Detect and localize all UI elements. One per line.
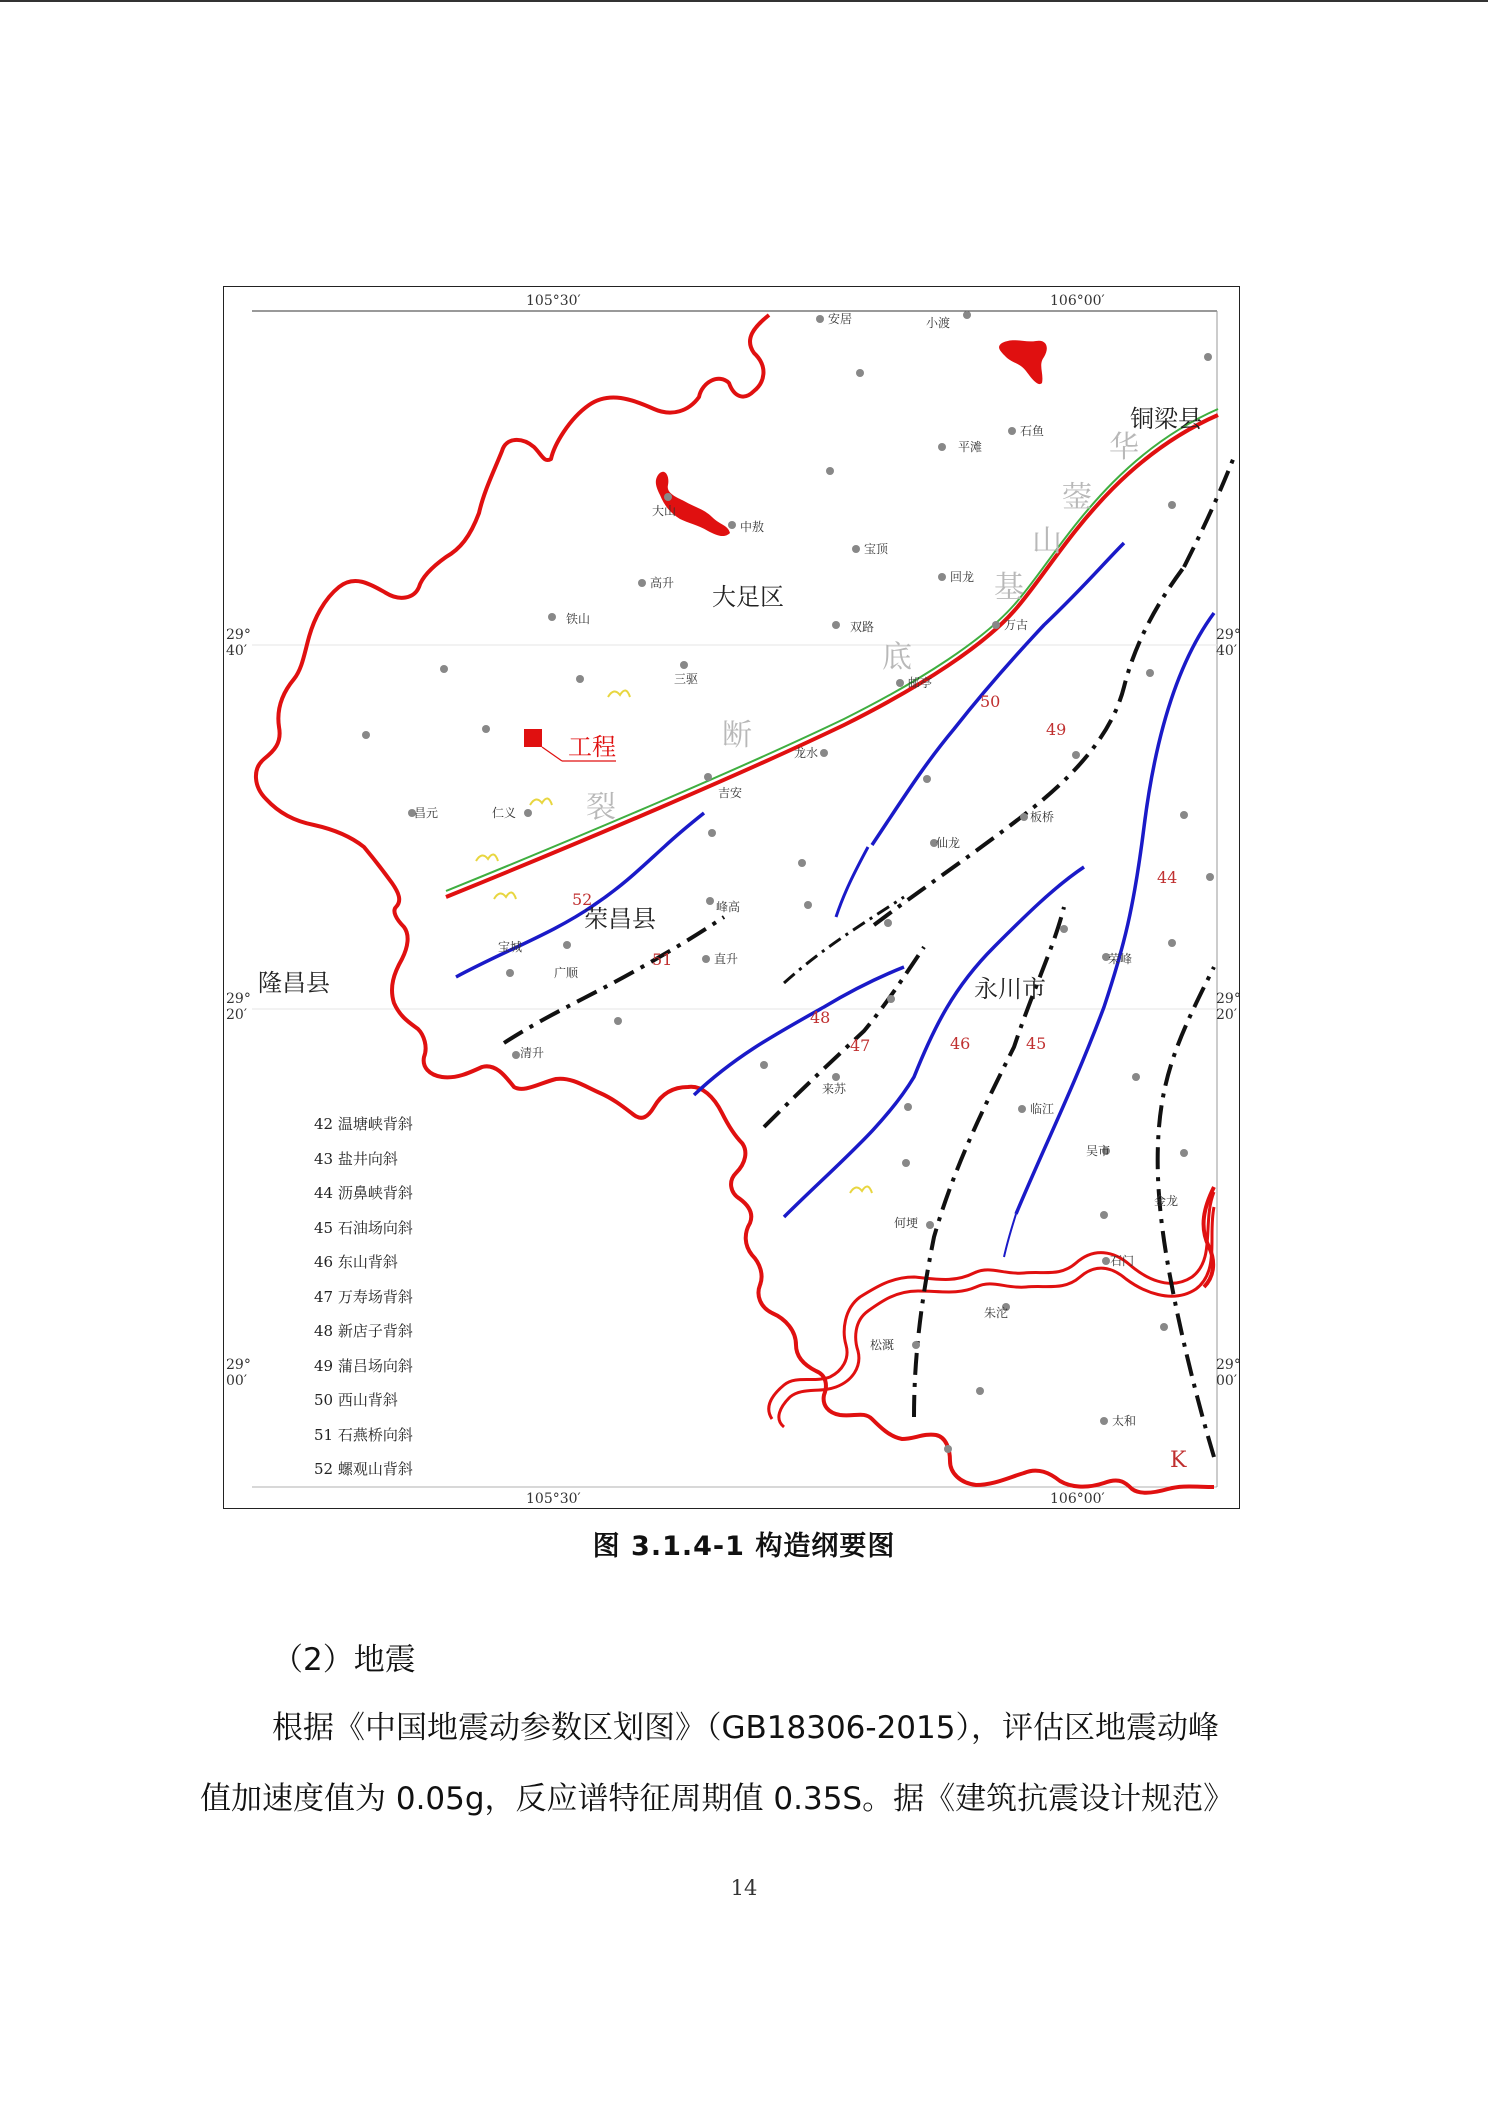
fault-name-char-2: 蓥 xyxy=(1062,480,1092,515)
town-label: 荣峰 xyxy=(1108,952,1133,966)
structure-number-47: 47 xyxy=(850,1036,871,1055)
project-label: 工程 xyxy=(568,733,616,761)
town-label: 石门 xyxy=(1110,1254,1135,1268)
coord-right-2920-deg: 29° xyxy=(1216,991,1241,1007)
legend-item: 42 温塘峡背斜 xyxy=(314,1115,413,1133)
town-label: 松溉 xyxy=(870,1338,895,1352)
coord-right-2940-min: 40′ xyxy=(1216,643,1237,659)
town-label: 仁义 xyxy=(492,806,517,820)
coord-left-2920-deg: 29° xyxy=(226,991,251,1007)
coord-top-right: 106°00′ xyxy=(1050,293,1105,309)
structure-map xyxy=(223,286,1240,1509)
fault-central xyxy=(784,897,904,983)
structure-number-51: 51 xyxy=(652,950,673,969)
legend-item: 48 新店子背斜 xyxy=(314,1322,413,1340)
coord-bottom-left: 105°30′ xyxy=(526,1491,581,1507)
town-label: 金龙 xyxy=(1154,1194,1179,1208)
town-label: 大山 xyxy=(652,504,677,518)
town-label: 吴市 xyxy=(1086,1144,1111,1158)
fault-name-char-6: 断 xyxy=(722,718,752,753)
town-label: 直升 xyxy=(714,952,739,966)
town-label: 仙龙 xyxy=(936,836,961,850)
legend-item: 44 沥鼻峡背斜 xyxy=(314,1184,413,1202)
coord-top-left: 105°30′ xyxy=(526,293,581,309)
legend-item: 45 石油场向斜 xyxy=(314,1218,413,1237)
legend-item: 52 螺观山背斜 xyxy=(314,1460,413,1478)
huaying-fault-red xyxy=(446,415,1218,897)
region-tongliang: 铜梁县 xyxy=(1130,405,1202,433)
legend-item: 51 石燕桥向斜 xyxy=(314,1425,413,1444)
town-label: 吉安 xyxy=(718,786,743,800)
town-label: 邮亭 xyxy=(908,676,933,690)
paragraph-line-2: 值加速度值为 0.05g，反应谱特征周期值 0.35S。据《建筑抗震设计规范》 xyxy=(200,1781,1235,1817)
corner-letter-k: K xyxy=(1170,1448,1187,1473)
map-legend xyxy=(314,1107,413,1487)
coord-left-2900-deg: 29° xyxy=(226,1357,251,1373)
section-heading: （2）地震 xyxy=(272,1642,416,1678)
project-marker xyxy=(524,729,542,747)
town-label: 来苏 xyxy=(822,1082,847,1096)
structure-number-44: 44 xyxy=(1157,868,1178,887)
structure-number-46: 46 xyxy=(950,1034,971,1053)
legend-item: 43 盐井向斜 xyxy=(314,1149,398,1168)
coord-right-2940-deg: 29° xyxy=(1216,627,1241,643)
town-label: 临江 xyxy=(1030,1102,1055,1116)
legend-item: 50 西山背斜 xyxy=(314,1391,398,1409)
town-label: 小渡 xyxy=(926,316,951,330)
town-label: 昌元 xyxy=(414,806,439,820)
project-leader-line xyxy=(542,747,562,761)
town-label: 太和 xyxy=(1112,1414,1137,1428)
fault-name-char-1: 华 xyxy=(1109,430,1139,465)
town-label: 三驱 xyxy=(674,672,699,686)
town-label: 清升 xyxy=(520,1046,545,1060)
fault-name-char-5: 底 xyxy=(882,640,912,675)
top-rule xyxy=(0,0,1488,2)
town-label: 宝城 xyxy=(498,940,523,954)
town-labels xyxy=(414,311,1178,1428)
fault-name-char-7: 裂 xyxy=(586,790,616,825)
coord-left-2940-deg: 29° xyxy=(226,627,251,643)
town-label: 高升 xyxy=(650,576,675,590)
town-label: 石鱼 xyxy=(1020,424,1045,438)
fold-axis-44 xyxy=(1016,613,1214,1214)
region-yongchuan: 永川市 xyxy=(974,975,1046,1003)
fold-axis-short xyxy=(836,847,868,917)
town-label: 双路 xyxy=(850,620,875,634)
coord-bottom-right: 106°00′ xyxy=(1050,1491,1105,1507)
town-label: 铁山 xyxy=(566,612,591,626)
coord-right-2900-min: 00′ xyxy=(1216,1373,1237,1389)
fold-axis-48 xyxy=(694,967,904,1095)
mineral-markers xyxy=(476,690,872,1193)
region-longchang: 隆昌县 xyxy=(258,969,330,997)
town-label: 朱沱 xyxy=(984,1306,1009,1320)
coord-right-2920-min: 20′ xyxy=(1216,1007,1237,1023)
town-label: 广顺 xyxy=(554,966,579,980)
coord-left-2920-min: 20′ xyxy=(226,1007,247,1023)
legend-item: 47 万寿场背斜 xyxy=(314,1287,413,1306)
structure-number-52: 52 xyxy=(572,890,593,909)
town-label: 龙水 xyxy=(794,746,819,760)
coord-right-2900-deg: 29° xyxy=(1216,1357,1241,1373)
town-label: 宝顶 xyxy=(864,542,889,556)
town-label: 峰高 xyxy=(716,900,741,914)
huaying-fault-green xyxy=(446,409,1218,891)
fold-axis-44-tail xyxy=(1004,1214,1016,1257)
coord-left-2900-min: 00′ xyxy=(226,1373,247,1389)
legend-item: 46 东山背斜 xyxy=(314,1253,398,1271)
town-label: 安居 xyxy=(828,312,853,326)
paragraph-line-1: 根据《中国地震动参数区划图》（GB18306-2015），评估区地震动峰 xyxy=(272,1710,1219,1746)
structure-number-48: 48 xyxy=(810,1008,831,1027)
region-rongchang: 荣昌县 xyxy=(584,905,656,933)
legend-item: 49 蒲吕场向斜 xyxy=(314,1356,413,1375)
town-label: 中敖 xyxy=(740,520,765,534)
town-label: 何埂 xyxy=(894,1216,919,1230)
region-dazu: 大足区 xyxy=(712,583,784,611)
fault-ne xyxy=(1184,457,1234,567)
fault-name-char-4: 基 xyxy=(994,570,1024,605)
coord-left-2940-min: 40′ xyxy=(226,643,247,659)
structure-number-49: 49 xyxy=(1046,720,1067,739)
page-number: 14 xyxy=(730,1876,758,1900)
structure-number-45: 45 xyxy=(1026,1034,1047,1053)
town-label: 平滩 xyxy=(958,440,983,454)
town-label: 板桥 xyxy=(1030,810,1055,824)
town-label: 万古 xyxy=(1004,618,1029,632)
figure-caption: 图 3.1.4-1 构造纲要图 xyxy=(592,1531,896,1562)
reservoir-north xyxy=(999,340,1047,384)
structure-number-50: 50 xyxy=(980,692,1001,711)
town-label: 回龙 xyxy=(950,570,975,584)
fault-name-char-3: 山 xyxy=(1032,524,1062,559)
